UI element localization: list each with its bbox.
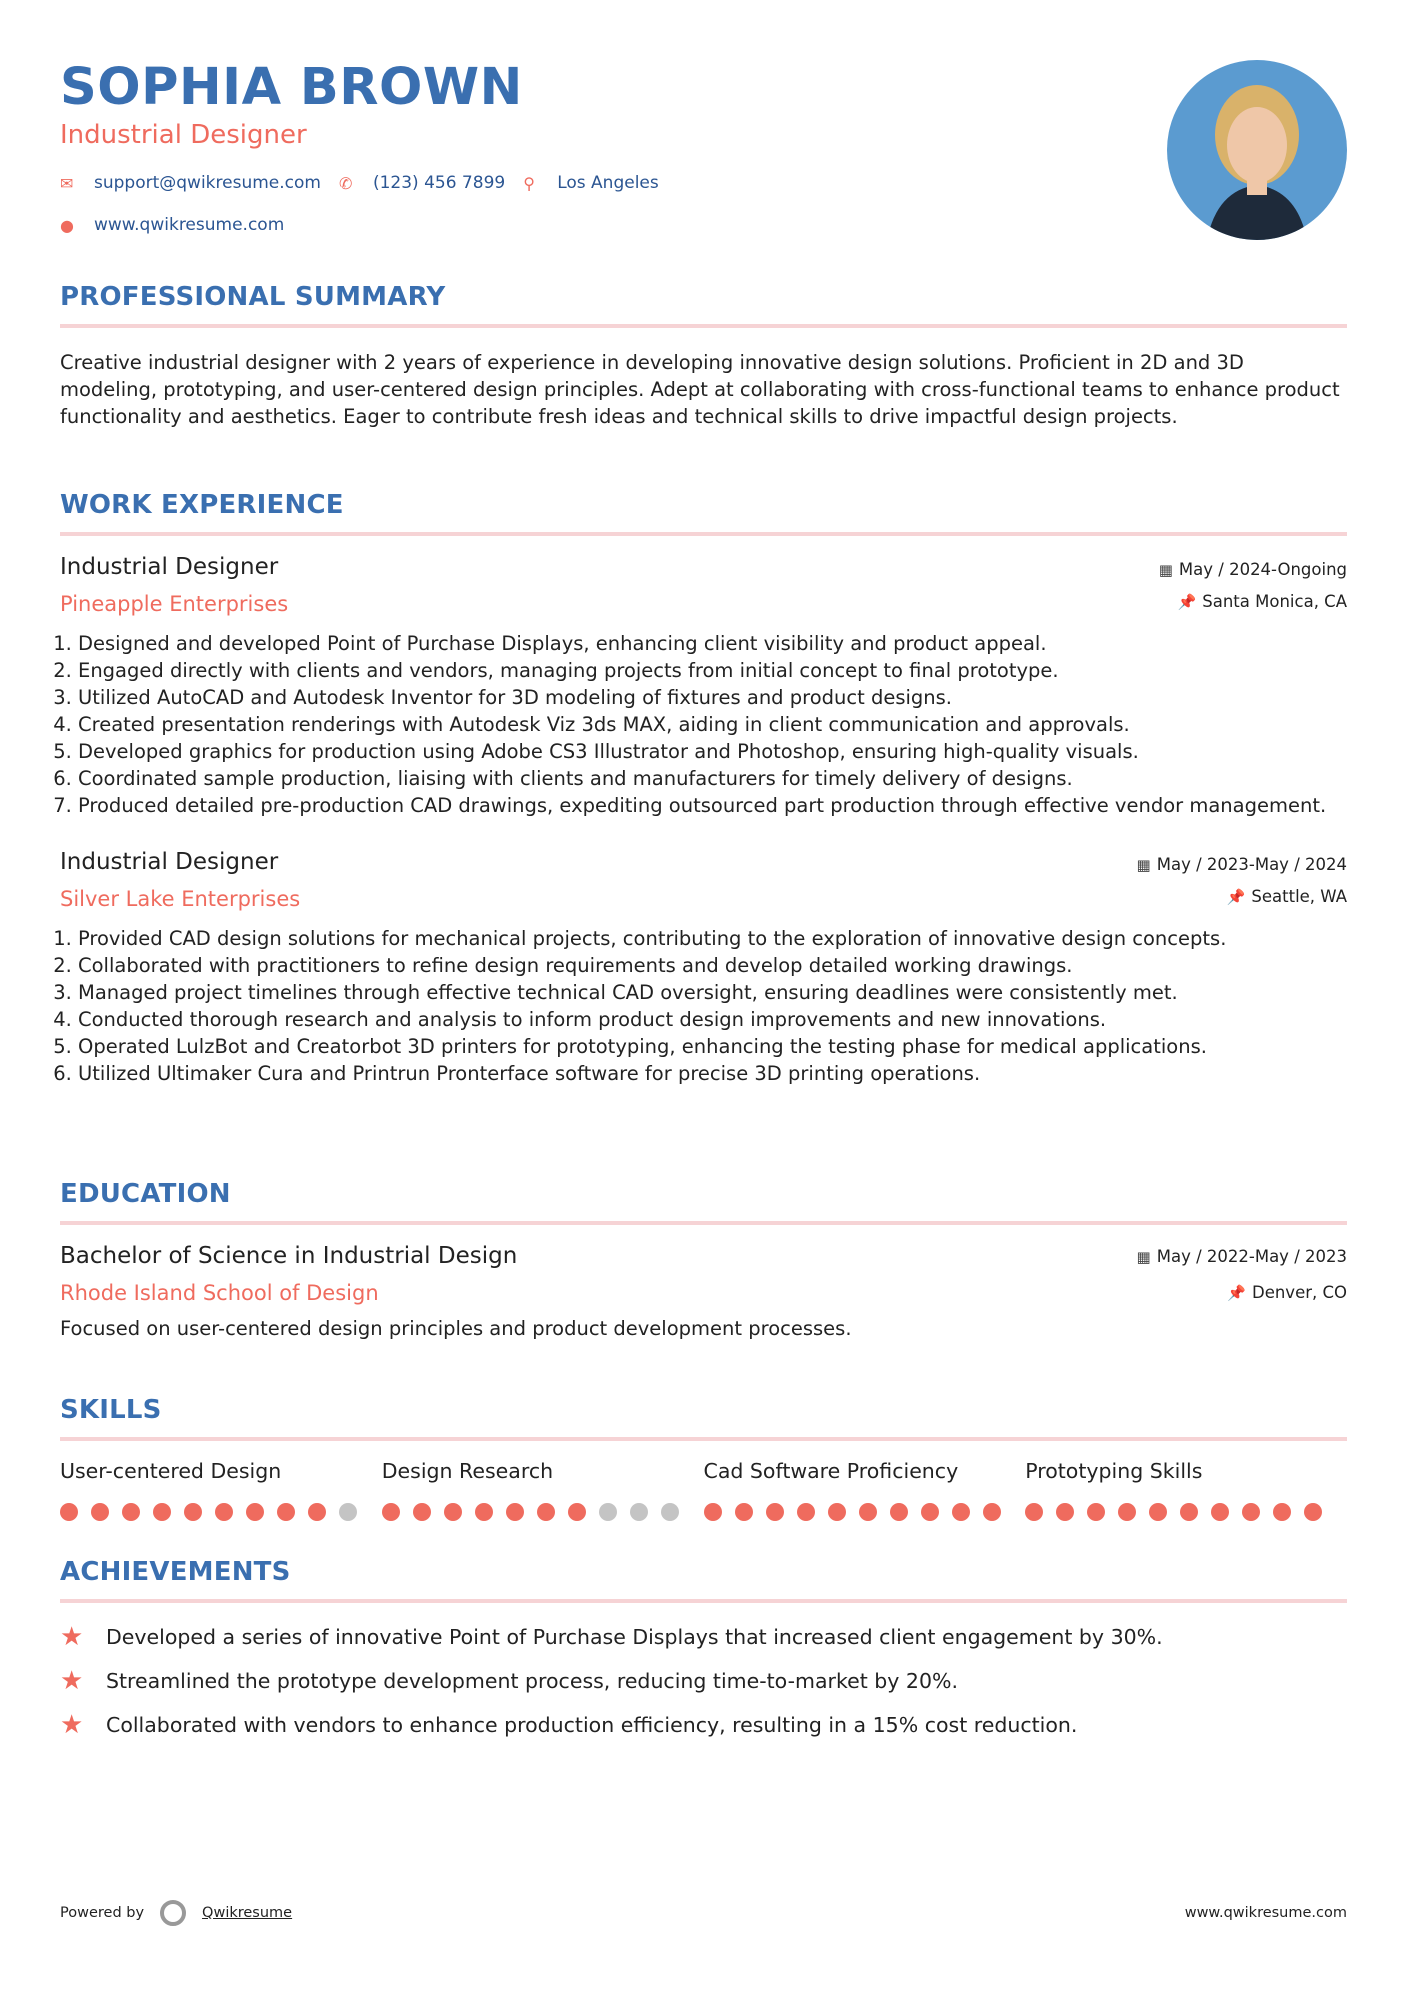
bullet: 5. Developed graphics for production using Adobe CS3 Illustrator and Photoshop, ensuring high-quality visuals. — [78, 738, 1347, 765]
star-icon: ★ — [60, 1666, 84, 1696]
job-date: ▦ May / 2024-Ongoing — [1158, 560, 1347, 579]
rating-dot — [828, 1503, 846, 1521]
star-icon: ★ — [60, 1622, 84, 1652]
experience-heading: WORK EXPERIENCE — [60, 490, 344, 520]
rating-dot — [1149, 1503, 1167, 1521]
achievements-section — [60, 1557, 1347, 1747]
rating-dot — [339, 1503, 357, 1521]
divider — [60, 1599, 1347, 1603]
calendar-icon: ▦ — [1158, 561, 1173, 579]
candidate-name: SOPHIA BROWN — [60, 58, 523, 117]
rating-dot — [661, 1503, 679, 1521]
profile-photo — [1167, 60, 1347, 240]
rating-dot — [382, 1503, 400, 1521]
bullet: 2. Collaborated with practitioners to refine design requirements and develop detailed working drawings. — [78, 952, 1347, 979]
rating-dot — [797, 1503, 815, 1521]
summary-heading: PROFESSIONAL SUMMARY — [60, 282, 446, 312]
rating-dot — [215, 1503, 233, 1521]
footer-url[interactable]: www.qwikresume.com — [1184, 1905, 1347, 1921]
rating-dot — [1118, 1503, 1136, 1521]
phone-text: (123) 456 7899 — [372, 173, 506, 193]
job-location: 📌 Santa Monica, CA — [1177, 592, 1347, 611]
rating-dot — [735, 1503, 753, 1521]
rating-dot — [1242, 1503, 1260, 1521]
rating-dot — [890, 1503, 908, 1521]
education-entry — [60, 1243, 1347, 1342]
education-description: Focused on user-centered design principles and product development processes. — [60, 1317, 852, 1340]
globe-icon: ● — [60, 215, 74, 235]
divider — [60, 1437, 1347, 1441]
pin-icon: 📌 — [1177, 593, 1197, 611]
bullet: 5. Operated LulzBot and Creatorbot 3D printers for prototyping, enhancing the testing phase for medical applications. — [78, 1033, 1347, 1060]
rating-dot — [91, 1503, 109, 1521]
pin-icon: 📌 — [1227, 1284, 1246, 1302]
skill-rating — [1025, 1503, 1347, 1521]
bullet: 6. Coordinated sample production, liaising with clients and manufacturers for timely delivery of designs. — [78, 765, 1347, 792]
bullet: 1. Provided CAD design solutions for mechanical projects, contributing to the exploration of innovative design concepts. — [78, 925, 1347, 952]
rating-dot — [444, 1503, 462, 1521]
skill-item — [704, 1459, 1026, 1521]
degree: Bachelor of Science in Industrial Design — [60, 1243, 518, 1269]
skills-heading: SKILLS — [60, 1395, 162, 1425]
divider — [60, 532, 1347, 536]
rating-dot — [184, 1503, 202, 1521]
rating-dot — [506, 1503, 524, 1521]
rating-dot — [704, 1503, 722, 1521]
achievements-heading: ACHIEVEMENTS — [60, 1557, 291, 1587]
rating-dot — [122, 1503, 140, 1521]
rating-dot — [277, 1503, 295, 1521]
rating-dot — [413, 1503, 431, 1521]
candidate-title: Industrial Designer — [60, 120, 307, 150]
education-date: ▦ May / 2022-May / 2023 — [1136, 1247, 1347, 1266]
job-company: Silver Lake Enterprises — [60, 887, 301, 911]
email-link[interactable]: support@qwikresume.com — [94, 173, 321, 193]
qwikresume-link[interactable]: Qwikresume — [202, 1905, 293, 1921]
rating-dot — [537, 1503, 555, 1521]
rating-dot — [153, 1503, 171, 1521]
rating-dot — [568, 1503, 586, 1521]
skill-item — [1025, 1459, 1347, 1521]
rating-dot — [952, 1503, 970, 1521]
skill-name: Design Research — [381, 1459, 554, 1483]
pin-icon: 📌 — [1226, 888, 1246, 906]
rating-dot — [1025, 1503, 1043, 1521]
divider — [60, 324, 1347, 328]
achievements-list — [60, 1615, 1347, 1747]
job-date: ▦ May / 2023-May / 2024 — [1136, 855, 1347, 874]
job-company: Pineapple Enterprises — [60, 592, 289, 616]
location-text: Los Angeles — [557, 173, 659, 193]
school: Rhode Island School of Design — [60, 1281, 379, 1305]
experience-section — [60, 490, 1347, 1087]
powered-by-label: Powered by — [60, 1905, 145, 1921]
skill-rating — [704, 1503, 1026, 1521]
job-title: Industrial Designer — [60, 849, 279, 875]
email-icon: ✉ — [60, 173, 74, 193]
rating-dot — [630, 1503, 648, 1521]
job-bullets — [60, 630, 1347, 819]
skill-name: Prototyping Skills — [1025, 1459, 1203, 1483]
star-icon: ★ — [60, 1710, 84, 1740]
calendar-icon: ▦ — [1136, 1248, 1151, 1266]
achievement-item: ★ Streamlined the prototype development process, reducing time-to-market by 20%. — [60, 1666, 959, 1696]
job-bullets — [60, 925, 1347, 1087]
skills-section — [60, 1395, 1347, 1521]
qwikresume-logo-icon — [160, 1900, 186, 1926]
bullet: 3. Managed project timelines through effective technical CAD oversight, ensuring deadlines were consistently met. — [78, 979, 1347, 1006]
skills-list — [60, 1459, 1347, 1521]
bullet: 2. Engaged directly with clients and vendors, managing projects from initial concept to final prototype. — [78, 657, 1347, 684]
rating-dot — [308, 1503, 326, 1521]
website-row — [60, 215, 302, 235]
summary-section — [60, 282, 1347, 430]
footer — [60, 1900, 1347, 1926]
skill-name: User-centered Design — [60, 1459, 282, 1483]
divider — [60, 1221, 1347, 1225]
bullet: 6. Utilized Ultimaker Cura and Printrun Pronterface software for precise 3D printing operations. — [78, 1060, 1347, 1087]
bullet: 3. Utilized AutoCAD and Autodesk Inventor for 3D modeling of fixtures and product designs. — [78, 684, 1347, 711]
rating-dot — [859, 1503, 877, 1521]
rating-dot — [1056, 1503, 1074, 1521]
calendar-icon: ▦ — [1136, 856, 1151, 874]
rating-dot — [1180, 1503, 1198, 1521]
rating-dot — [1304, 1503, 1322, 1521]
rating-dot — [1087, 1503, 1105, 1521]
rating-dot — [921, 1503, 939, 1521]
bullet: 1. Designed and developed Point of Purchase Displays, enhancing client visibility and product appeal. — [78, 630, 1347, 657]
phone-icon: ✆ — [338, 173, 353, 193]
skill-item — [382, 1459, 704, 1521]
education-heading: EDUCATION — [60, 1179, 231, 1209]
rating-dot — [246, 1503, 264, 1521]
rating-dot — [475, 1503, 493, 1521]
portrait-image — [1167, 60, 1347, 240]
bullet: 4. Conducted thorough research and analysis to inform product design improvements and new innovations. — [78, 1006, 1347, 1033]
rating-dot — [599, 1503, 617, 1521]
website-link[interactable]: www.qwikresume.com — [94, 215, 285, 235]
job-title: Industrial Designer — [60, 554, 279, 580]
rating-dot — [1273, 1503, 1291, 1521]
location-pin-icon: ⚲ — [523, 173, 535, 193]
skill-rating — [382, 1503, 704, 1521]
education-location: 📌 Denver, CO — [1227, 1283, 1347, 1302]
contact-row — [60, 173, 677, 193]
job-entry — [60, 849, 1347, 1087]
education-section — [60, 1179, 1347, 1342]
bullet: 4. Created presentation renderings with Autodesk Viz 3ds MAX, aiding in client communication and approvals. — [78, 711, 1347, 738]
skill-item — [60, 1459, 382, 1521]
job-location: 📌 Seattle, WA — [1226, 887, 1347, 906]
rating-dot — [1211, 1503, 1229, 1521]
rating-dot — [766, 1503, 784, 1521]
rating-dot — [60, 1503, 78, 1521]
summary-text: Creative industrial designer with 2 years of experience in developing innovative design solutions. Proficient in 2D and 3D modeling, prototyping, and user-centered design principles. Adept at collaborating with cross-functional teams to enhance product functionality and aesthetics. Eager to contribute fresh ideas and technical skills to drive impactful design projects. — [60, 351, 1340, 428]
job-entry — [60, 554, 1347, 819]
rating-dot — [983, 1503, 1001, 1521]
achievement-item: ★ Developed a series of innovative Point of Purchase Displays that increased client engagement by 30%. — [60, 1622, 1163, 1652]
bullet: 7. Produced detailed pre-production CAD drawings, expediting outsourced part production through effective vendor management. — [78, 792, 1347, 819]
skill-name: Cad Software Proficiency — [703, 1459, 959, 1483]
skill-rating — [60, 1503, 382, 1521]
achievement-item: ★ Collaborated with vendors to enhance production efficiency, resulting in a 15% cost reduction. — [60, 1710, 1078, 1740]
